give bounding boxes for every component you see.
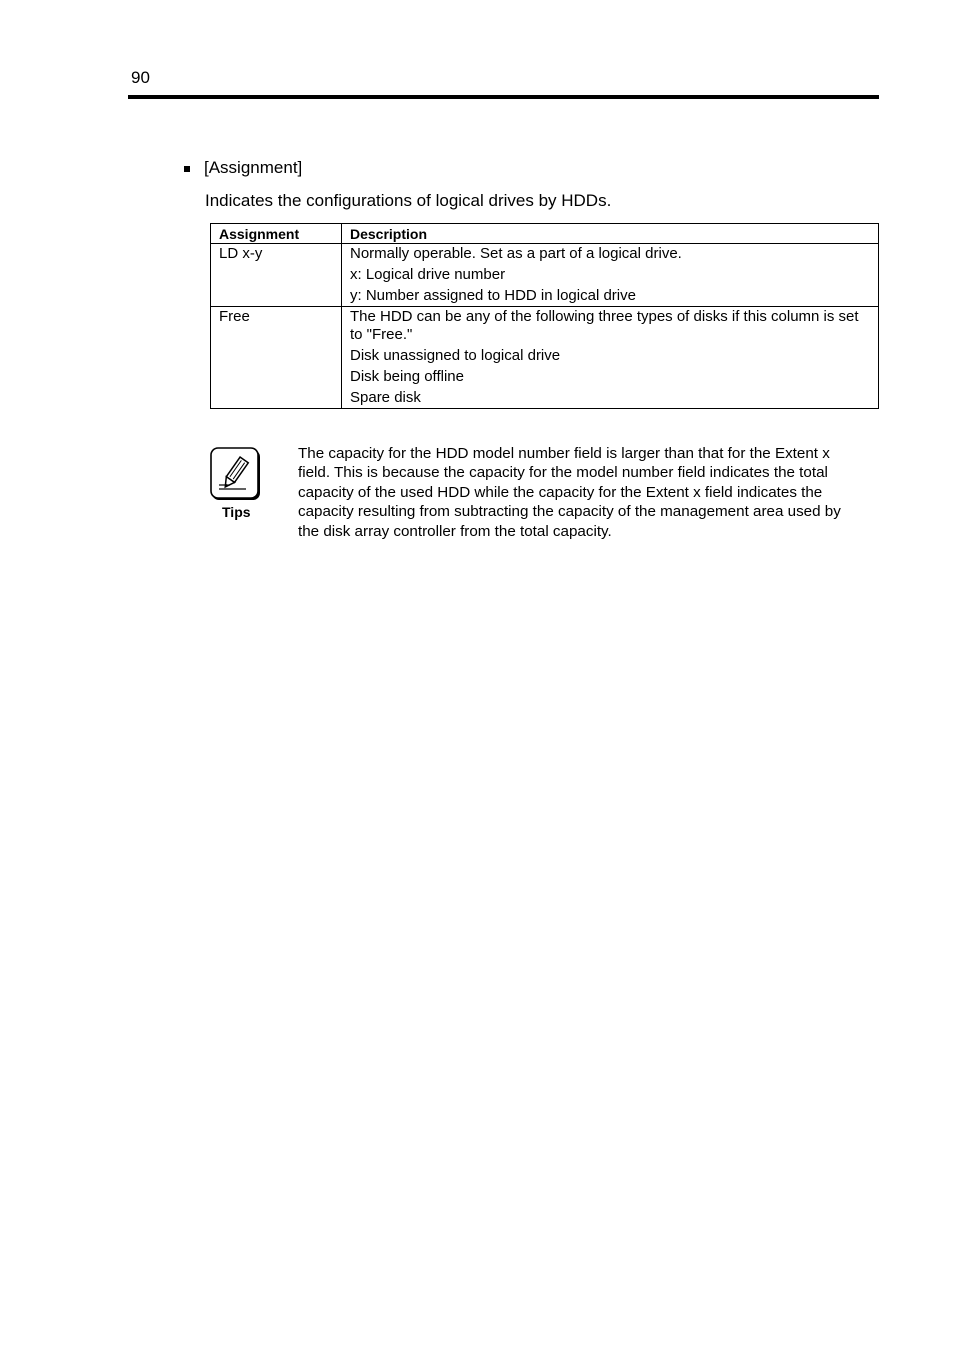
table-row <box>211 307 879 409</box>
column-header-description: Description <box>342 224 879 244</box>
description-cell <box>342 307 879 409</box>
tips-label: Tips <box>222 504 251 520</box>
section-heading-text: [Assignment] <box>204 158 303 177</box>
table-header-row <box>211 224 879 244</box>
page-number: 90 <box>131 68 150 87</box>
description-line: Disk unassigned to logical drive <box>350 347 561 364</box>
intro-paragraph: Indicates the configurations of logical drives by HDDs. <box>205 191 612 210</box>
description-line: x: Logical drive number <box>350 266 506 283</box>
description-line: Spare disk <box>350 389 421 406</box>
header-rule <box>128 95 879 99</box>
section-heading <box>184 158 302 178</box>
assignment-table <box>210 223 879 409</box>
description-line: The HDD can be any of the following three types of disks if this column is set to "Free." <box>350 308 859 343</box>
tips-text: The capacity for the HDD model number field is larger than that for the Extent x field. This is because the capacity for the model number field indicates the total capacity of the used HDD while the capacity for the Extent x field indicates the capacity resulting from subtracting the capacity of the management area used by the disk array controller from the total capacity. <box>298 445 841 540</box>
assignment-cell: LD x-y <box>211 244 342 307</box>
description-line: Disk being offline <box>350 368 464 385</box>
description-line: Normally operable. Set as a part of a logical drive. <box>350 245 682 262</box>
column-header-assignment: Assignment <box>211 224 342 244</box>
pencil-note-icon <box>210 447 260 501</box>
description-cell <box>342 244 879 307</box>
square-bullet-icon <box>184 166 190 172</box>
assignment-cell: Free <box>211 307 342 409</box>
description-line: y: Number assigned to HDD in logical drive <box>350 287 636 304</box>
table-row <box>211 244 879 307</box>
